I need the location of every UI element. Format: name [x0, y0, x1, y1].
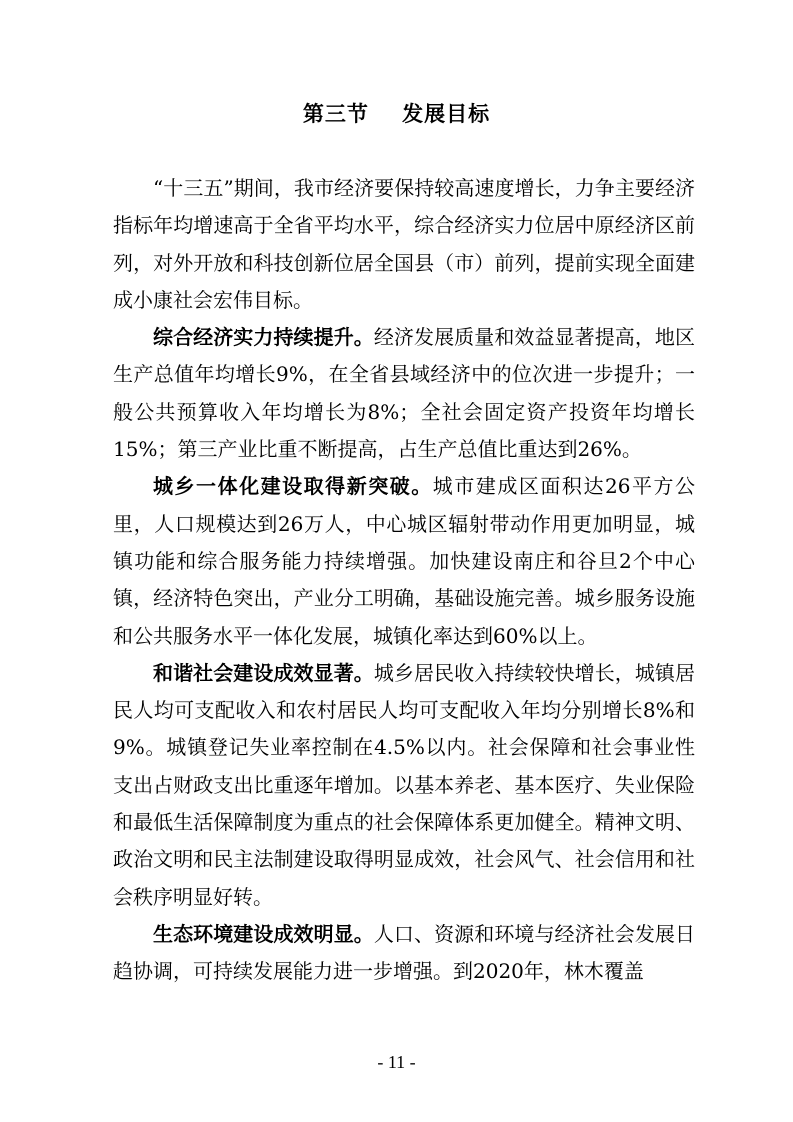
paragraph-lead: 生态环境建设成效明显。: [153, 921, 374, 946]
paragraph-lead: 和谐社会建设成效显著。: [153, 660, 374, 685]
paragraph-text: “十三五”期间，我市经济要保持较高速度增长，力争主要经济指标年均增速高于全省平均水平，综合经济实力位居中原经济区前列，对外开放和科技创新位居全国县（市）前列，提前实现全面建成小康社会宏伟目标。: [113, 176, 695, 312]
paragraph-text: 城乡居民收入持续较快增长，城镇居民人均可支配收入和农村居民人均可支配收入年均分别增长8%和9%。城镇登记失业率控制在4.5%以内。社会保障和社会事业性支出占财政支出比重逐年增加。以基本养老、基本医疗、失业保险和最低生活保障制度为重点的社会保障体系更加健全。精神文明、政治文明和民主法制建设取得明显成效，社会风气、社会信用和社会秩序明显好转。: [113, 660, 696, 909]
paragraph-ecological-environment: [113, 916, 695, 991]
paragraph-lead: 综合经济实力持续提升。: [153, 325, 374, 350]
paragraph-harmonious-society: [113, 655, 695, 916]
paragraph-lead: 城乡一体化建设取得新突破。: [153, 474, 433, 499]
body-text: [113, 170, 695, 991]
section-title: 第三节 发展目标: [302, 102, 491, 126]
page-number: - 11 -: [377, 1052, 416, 1072]
paragraph-text: 经济发展质量和效益显著提高，地区生产总值年均增长9%，在全省县域经济中的位次进一步提升；一般公共预算收入年均增长为8%；全社会固定资产投资年均增长15%；第三产业比重不断提高，占生产总值比重达到26%。: [113, 325, 696, 462]
paragraph-urban-rural-integration: [113, 468, 695, 654]
paragraph-text: 城市建成区面积达26平方公里，人口规模达到26万人，中心城区辐射带动作用更加明显，城镇功能和综合服务能力持续增强。加快建设南庄和谷旦2个中心镇，经济特色突出，产业分工明确，基础设施完善。城乡服务设施和公共服务水平一体化发展，城镇化率达到60%以上。: [113, 474, 695, 648]
paragraph-economic-strength: [113, 319, 695, 468]
paragraph-text: 人口、资源和环境与经济社会发展日趋协调，可持续发展能力进一步增强。到2020年，林木覆盖: [113, 921, 696, 984]
paragraph-intro: [113, 170, 695, 319]
